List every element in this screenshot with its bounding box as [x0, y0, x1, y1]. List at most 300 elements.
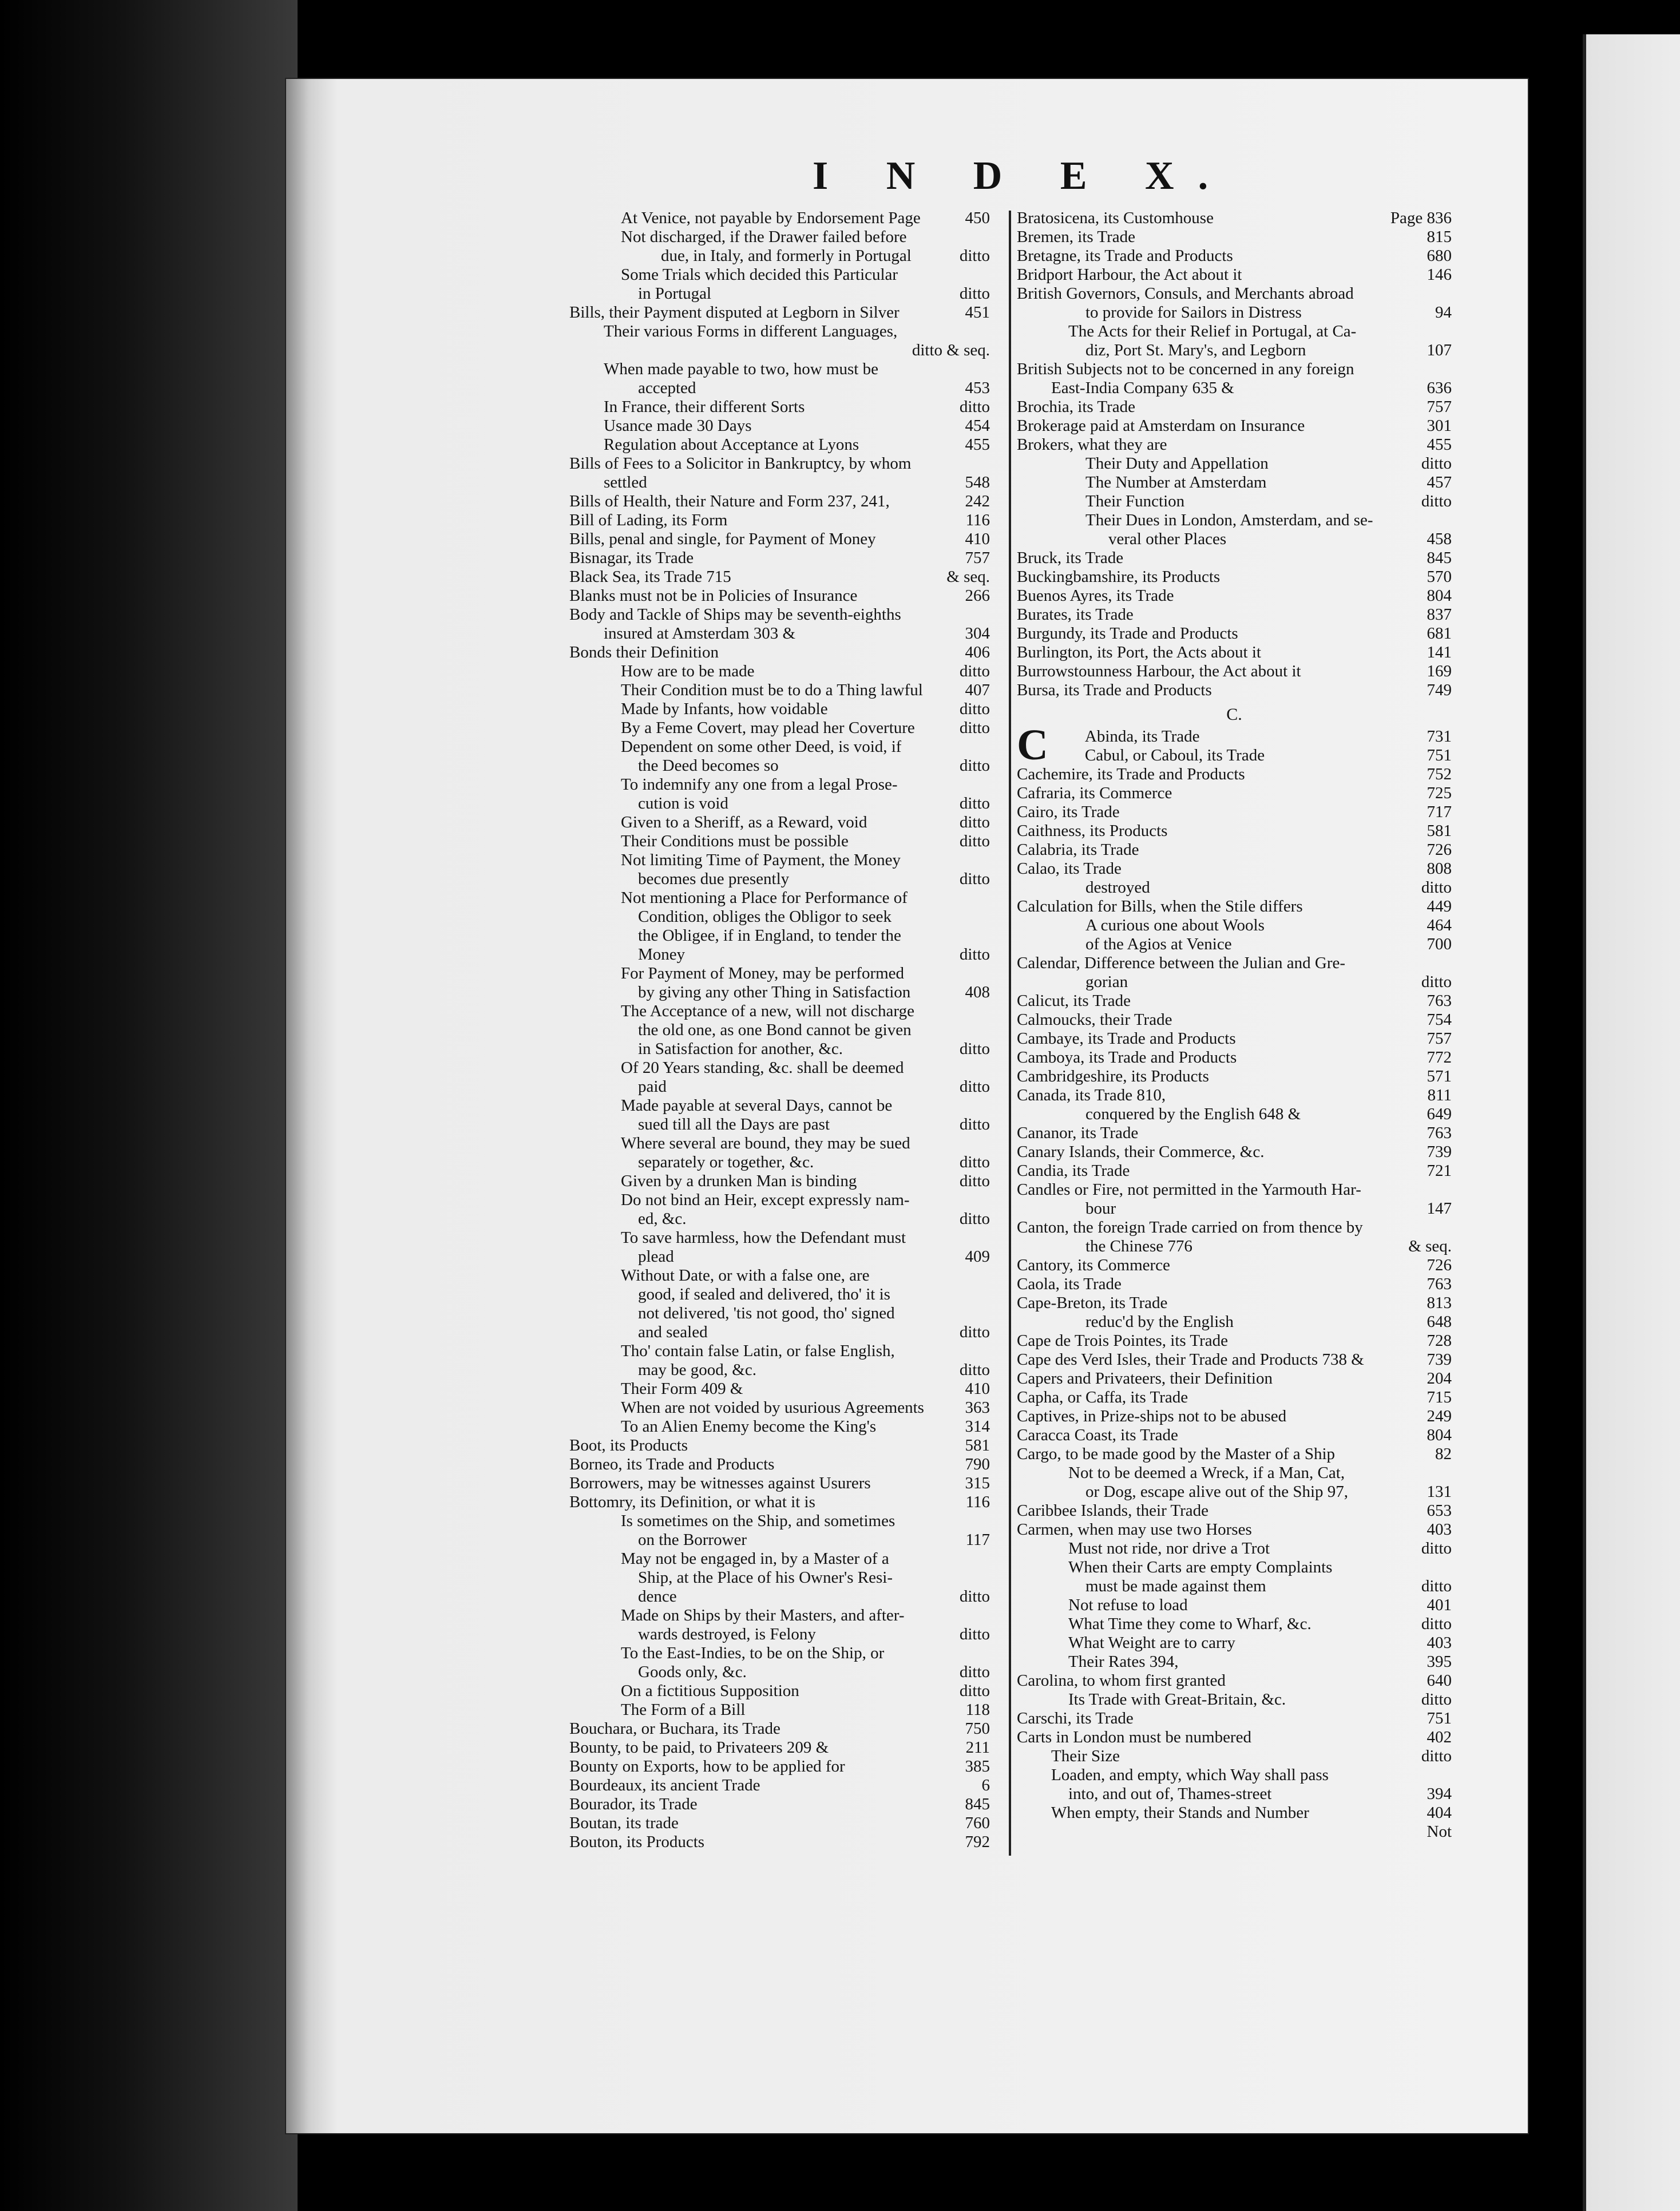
index-entry — [569, 284, 990, 303]
index-entry — [1017, 662, 1452, 681]
index-entry — [569, 549, 990, 568]
entry-page: 721 — [1427, 1162, 1452, 1180]
entry-text: May not be engaged in, by a Master of a — [621, 1550, 889, 1568]
entry-text: Their Function — [1085, 492, 1185, 510]
entry-text: For Payment of Money, may be performed — [621, 964, 905, 982]
entry-page: ditto — [1421, 878, 1452, 897]
entry-text: Cachemire, its Trade and Products — [1017, 765, 1245, 783]
entry-page: 681 — [1427, 624, 1452, 643]
entry-page: 146 — [1427, 266, 1452, 284]
entry-page: ditto — [959, 813, 990, 831]
index-entry — [1017, 681, 1452, 700]
entry-page: 406 — [965, 643, 990, 661]
index-entry — [569, 775, 990, 794]
entry-page — [1447, 1766, 1452, 1785]
index-entry — [569, 322, 990, 341]
entry-text: Caracca Coast, its Trade — [1017, 1426, 1178, 1444]
entry-page: 757 — [1427, 398, 1452, 416]
index-entry — [1017, 1180, 1452, 1199]
index-entry — [1017, 549, 1452, 568]
index-entry — [1017, 1143, 1452, 1162]
index-entry — [569, 889, 990, 908]
index-entry — [1017, 1464, 1452, 1483]
entry-text: Not limiting Time of Payment, the Money — [621, 851, 901, 869]
entry-text: Bourdeaux, its ancient Trade — [569, 1776, 760, 1794]
index-entry — [569, 1738, 990, 1757]
entry-text: Cantory, its Commerce — [1017, 1256, 1170, 1274]
entry-text: Bounty, to be paid, to Privateers 209 & — [569, 1738, 829, 1757]
entry-text: Bills of Fees to a Solicitor in Bankruptcy, by whom — [569, 454, 912, 473]
index-entry — [569, 1210, 990, 1229]
entry-page: Page 836 — [1390, 209, 1452, 227]
index-entry — [569, 1266, 990, 1285]
index-entry — [569, 756, 990, 775]
entry-text: The Acceptance of a new, will not discharge — [621, 1002, 914, 1020]
entry-page: 169 — [1427, 662, 1452, 680]
entry-text: Buenos Ayres, its Trade — [1017, 587, 1174, 605]
entry-page: 726 — [1427, 1256, 1452, 1274]
entry-page: 739 — [1427, 1143, 1452, 1161]
entry-text: Cape de Trois Pointes, its Trade — [1017, 1332, 1228, 1350]
entry-text: Where several are bound, they may be sued — [621, 1134, 910, 1152]
entry-page: 315 — [965, 1474, 990, 1492]
index-entry — [569, 1342, 990, 1361]
entry-text: Tho' contain false Latin, or false English, — [621, 1342, 895, 1360]
entry-page: 454 — [965, 417, 990, 435]
index-entry — [569, 624, 990, 643]
entry-text: Burgundy, its Trade and Products — [1017, 624, 1238, 643]
entry-page — [985, 1266, 990, 1285]
entry-text: At Venice, not payable by Endorsement Page — [621, 209, 921, 227]
entry-text: separately or together, &c. — [638, 1153, 814, 1171]
entry-page — [985, 1229, 990, 1247]
index-entry — [569, 587, 990, 605]
index-entry — [569, 832, 990, 851]
entry-page: 815 — [1427, 228, 1452, 246]
entry-page: ditto — [959, 662, 990, 680]
entry-text: Carschi, its Trade — [1017, 1709, 1134, 1727]
index-entry — [569, 398, 990, 417]
entry-page: 726 — [1427, 841, 1452, 859]
entry-page — [985, 775, 990, 794]
entry-text: Of 20 Years standing, &c. shall be deemed — [621, 1059, 904, 1077]
entry-text: due, in Italy, and formerly in Portugal — [661, 247, 912, 265]
index-entry — [1051, 746, 1452, 765]
entry-text: Their various Forms in different Languages, — [604, 322, 898, 340]
entry-page: 763 — [1427, 1275, 1452, 1293]
entry-page: 453 — [965, 379, 990, 397]
index-entry — [1017, 1558, 1452, 1577]
entry-page — [985, 605, 990, 624]
entry-page — [985, 1021, 990, 1040]
entry-text: on the Borrower — [638, 1531, 747, 1549]
entry-page: 266 — [965, 587, 990, 605]
entry-text: Condition, obliges the Obligor to seek — [638, 908, 892, 926]
entry-page — [985, 1096, 990, 1115]
index-entry — [569, 851, 990, 870]
entry-text: Burrowstounness Harbour, the Act about it — [1017, 662, 1301, 680]
entry-text: Bills of Health, their Nature and Form 237, 241, — [569, 492, 890, 510]
index-entry — [1017, 1237, 1452, 1256]
entry-text: A curious one about Wools — [1085, 916, 1265, 934]
index-entry — [1017, 360, 1452, 379]
index-entry — [569, 926, 990, 945]
entry-page — [985, 228, 990, 247]
entry-text: Boutan, its trade — [569, 1814, 679, 1832]
index-entry — [569, 1077, 990, 1096]
entry-text: Their Conditions must be possible — [621, 832, 849, 850]
index-entry — [1017, 624, 1452, 643]
entry-page: 837 — [1427, 605, 1452, 624]
entry-page — [985, 964, 990, 983]
index-entry — [569, 1229, 990, 1247]
entry-page: 763 — [1427, 1124, 1452, 1142]
entry-text: the Deed becomes so — [638, 756, 779, 775]
index-entry — [569, 1795, 990, 1814]
entry-text: Their Size — [1051, 1747, 1120, 1765]
index-entry — [569, 417, 990, 435]
index-entry — [569, 1833, 990, 1852]
index-entry — [569, 1701, 990, 1719]
entry-page: 640 — [1427, 1671, 1452, 1690]
entry-text: Regulation about Acceptance at Lyons — [604, 435, 859, 454]
index-entry — [1017, 1785, 1452, 1804]
entry-page: 739 — [1427, 1350, 1452, 1369]
index-entry — [569, 681, 990, 700]
index-entry — [1017, 992, 1452, 1011]
index-entry — [1017, 209, 1452, 228]
index-entry — [1017, 1577, 1452, 1596]
index-section-b — [1017, 209, 1452, 700]
entry-text: Capha, or Caffa, its Trade — [1017, 1388, 1188, 1406]
entry-page: 403 — [1427, 1634, 1452, 1652]
drop-cap: C — [1017, 721, 1048, 769]
entry-page — [985, 738, 990, 756]
index-entry — [1017, 1162, 1452, 1180]
entry-text: and sealed — [638, 1323, 708, 1341]
entry-text: veral other Places — [1108, 530, 1227, 548]
entry-text: good, if sealed and delivered, tho' it is — [638, 1285, 890, 1303]
entry-page — [1447, 511, 1452, 530]
entry-page — [1447, 322, 1452, 341]
entry-page: 804 — [1427, 1426, 1452, 1444]
entry-page: ditto — [959, 1663, 990, 1681]
entry-text: in Portugal — [638, 284, 712, 303]
entry-page: 94 — [1435, 303, 1452, 322]
index-entry — [1017, 303, 1452, 322]
index-entry — [569, 1021, 990, 1040]
entry-page: ditto — [959, 945, 990, 964]
entry-text: Carts in London must be numbered — [1017, 1728, 1251, 1746]
entry-page: 808 — [1427, 859, 1452, 878]
index-entry — [1017, 1822, 1452, 1841]
entry-page: 845 — [1427, 549, 1452, 567]
entry-text: Not refuse to load — [1068, 1596, 1188, 1614]
entry-text: Bonds their Definition — [569, 643, 719, 661]
index-entry — [569, 1059, 990, 1077]
entry-text: ed, &c. — [638, 1210, 687, 1228]
index-entry — [1017, 454, 1452, 473]
entry-text: Do not bind an Heir, except expressly nam- — [621, 1191, 910, 1209]
entry-page — [985, 889, 990, 908]
entry-page: ditto — [959, 1077, 990, 1096]
entry-page: 700 — [1427, 935, 1452, 953]
entry-text: When empty, their Stands and Number — [1051, 1804, 1309, 1822]
entry-page: 395 — [1427, 1653, 1452, 1671]
index-entry — [1017, 1256, 1452, 1275]
index-entry — [1017, 784, 1452, 803]
entry-page: 790 — [965, 1455, 990, 1473]
entry-page: ditto — [1421, 454, 1452, 473]
index-entry — [569, 643, 990, 662]
index-entry — [1017, 605, 1452, 624]
entry-text: Body and Tackle of Ships may be seventh-eighths — [569, 605, 901, 624]
entry-text: Goods only, &c. — [638, 1663, 747, 1681]
entry-page: 728 — [1427, 1332, 1452, 1350]
index-entry — [1017, 1086, 1452, 1105]
entry-page: 763 — [1427, 992, 1452, 1010]
entry-text: What Time they come to Wharf, &c. — [1068, 1615, 1311, 1633]
entry-page — [985, 1304, 990, 1323]
index-entry — [1017, 1124, 1452, 1143]
entry-text: wards destroyed, is Felony — [638, 1625, 816, 1643]
entry-text: plead — [638, 1247, 674, 1266]
entry-page — [985, 1606, 990, 1625]
entry-page: 570 — [1427, 568, 1452, 586]
index-entry — [1017, 1388, 1452, 1407]
entry-text: Abinda, its Trade — [1084, 727, 1200, 746]
index-entry — [569, 1512, 990, 1531]
index-entry — [569, 1285, 990, 1304]
index-entry — [1017, 1766, 1452, 1785]
entry-text: becomes due presently — [638, 870, 790, 888]
entry-page: 845 — [965, 1795, 990, 1813]
index-entry — [1017, 435, 1452, 454]
entry-page: 457 — [1427, 473, 1452, 492]
entry-text: Their Condition must be to do a Thing lawful — [621, 681, 923, 699]
entry-page: 204 — [1427, 1369, 1452, 1388]
index-entry — [569, 1776, 990, 1795]
index-entry — [1017, 1596, 1452, 1615]
index-entry — [569, 341, 990, 360]
entry-page: 403 — [1427, 1520, 1452, 1539]
entry-page: 363 — [965, 1398, 990, 1417]
entry-page: ditto — [959, 1172, 990, 1190]
entry-page: 249 — [1427, 1407, 1452, 1425]
index-entry — [569, 1191, 990, 1210]
index-entry — [569, 1474, 990, 1493]
entry-page: ditto — [1421, 492, 1452, 510]
entry-page: 636 — [1427, 379, 1452, 397]
entry-text: Caithness, its Products — [1017, 822, 1168, 840]
index-entry — [1017, 1445, 1452, 1464]
index-entry — [569, 1531, 990, 1550]
entry-page: 752 — [1427, 765, 1452, 783]
entry-text: Bridport Harbour, the Act about it — [1017, 266, 1242, 284]
entry-page: 410 — [965, 1380, 990, 1398]
entry-page — [1447, 1558, 1452, 1577]
entry-page: 717 — [1427, 803, 1452, 821]
index-entry — [1017, 1483, 1452, 1501]
entry-page: 408 — [965, 983, 990, 1001]
entry-page: ditto — [959, 1210, 990, 1228]
entry-page — [1447, 1464, 1452, 1483]
index-entry — [569, 908, 990, 926]
entry-text: Bills, penal and single, for Payment of Money — [569, 530, 876, 548]
index-entry — [1017, 417, 1452, 435]
index-entry — [569, 1361, 990, 1380]
index-entry — [1017, 1539, 1452, 1558]
entry-page: 409 — [965, 1247, 990, 1266]
index-entry — [1017, 587, 1452, 605]
index-entry — [569, 1134, 990, 1153]
index-entry — [1017, 1275, 1452, 1294]
entry-text: Cape-Breton, its Trade — [1017, 1294, 1168, 1312]
facing-page-edge — [1583, 34, 1680, 2211]
entry-page: 750 — [965, 1719, 990, 1738]
entry-text: Canada, its Trade 810, — [1017, 1086, 1166, 1104]
entry-page: 581 — [1427, 822, 1452, 840]
entry-page — [1447, 1180, 1452, 1199]
index-entry — [569, 1625, 990, 1644]
entry-text: Some Trials which decided this Particular — [621, 266, 898, 284]
entry-page: ditto — [959, 1682, 990, 1700]
entry-text: bour — [1085, 1199, 1116, 1218]
index-entry — [569, 605, 990, 624]
entry-text: Canary Islands, their Commerce, &c. — [1017, 1143, 1265, 1161]
entry-page: 649 — [1427, 1105, 1452, 1123]
entry-page — [985, 1644, 990, 1663]
index-entry — [1017, 1313, 1452, 1332]
entry-text: Usance made 30 Days — [604, 417, 752, 435]
entry-text: Boot, its Products — [569, 1436, 688, 1455]
entry-page — [985, 851, 990, 870]
entry-page: 385 — [965, 1757, 990, 1776]
entry-page: ditto — [959, 1040, 990, 1058]
entry-text: Brokers, what they are — [1017, 435, 1167, 454]
index-entry — [569, 1096, 990, 1115]
entry-page — [985, 908, 990, 926]
entry-text: Cafraria, its Commerce — [1017, 784, 1172, 802]
index-entry — [569, 360, 990, 379]
index-entry — [569, 983, 990, 1002]
entry-page: 455 — [1427, 435, 1452, 454]
entry-text: Candles or Fire, not permitted in the Yarmouth Har- — [1017, 1180, 1361, 1199]
entry-text: Cargo, to be made good by the Master of a Ship — [1017, 1445, 1335, 1463]
entry-page: 715 — [1427, 1388, 1452, 1406]
entry-page: 242 — [965, 492, 990, 510]
entry-text: sued till all the Days are past — [638, 1115, 830, 1134]
entry-text: Their Dues in London, Amsterdam, and se- — [1085, 511, 1373, 529]
entry-text: To save harmless, how the Defendant must — [621, 1229, 906, 1247]
entry-text: Calmoucks, their Trade — [1017, 1011, 1172, 1029]
entry-text: Black Sea, its Trade 715 — [569, 568, 731, 586]
entry-text: Without Date, or with a false one, are — [621, 1266, 870, 1285]
index-entry — [1017, 841, 1452, 859]
entry-text: The Acts for their Relief in Portugal, at Ca- — [1068, 322, 1357, 340]
entry-page: 792 — [965, 1833, 990, 1851]
entry-text: The Number at Amsterdam — [1085, 473, 1267, 492]
entry-page: ditto — [1421, 1747, 1452, 1765]
entry-page — [985, 1568, 990, 1587]
entry-page: 118 — [965, 1701, 990, 1719]
entry-text: Brokerage paid at Amsterdam on Insurance — [1017, 417, 1305, 435]
index-entry — [1017, 765, 1452, 784]
entry-text: accepted — [638, 379, 696, 397]
index-entry — [1017, 247, 1452, 266]
entry-page — [985, 1285, 990, 1304]
entry-page: 304 — [965, 624, 990, 643]
entry-text: Cairo, its Trade — [1017, 803, 1120, 821]
entry-page: 757 — [1427, 1029, 1452, 1048]
entry-page — [985, 322, 990, 341]
entry-page: ditto — [1421, 1690, 1452, 1709]
entry-text: Caola, its Trade — [1017, 1275, 1122, 1293]
index-entry — [569, 530, 990, 549]
entry-page: 314 — [965, 1417, 990, 1436]
entry-text: Made by Infants, how voidable — [621, 700, 828, 718]
entry-text: Bratosicena, its Customhouse — [1017, 209, 1214, 227]
entry-text: Burates, its Trade — [1017, 605, 1134, 624]
entry-text: Candia, its Trade — [1017, 1162, 1130, 1180]
index-entry — [569, 1663, 990, 1682]
entry-page: ditto — [959, 1115, 990, 1134]
entry-page: 107 — [1427, 341, 1452, 359]
entry-page: 571 — [1427, 1067, 1452, 1085]
index-entry — [1017, 935, 1452, 954]
index-entry — [569, 1814, 990, 1833]
entry-text: insured at Amsterdam 303 & — [604, 624, 796, 643]
index-entry — [569, 1380, 990, 1398]
entry-text: Its Trade with Great-Britain, &c. — [1068, 1690, 1286, 1709]
entry-page: 464 — [1427, 916, 1452, 934]
entry-text: Carolina, to whom first granted — [1017, 1671, 1226, 1690]
index-entry — [1017, 803, 1452, 822]
index-entry — [1017, 530, 1452, 549]
entry-text: Ship, at the Place of his Owner's Resi- — [638, 1568, 893, 1587]
index-entry — [1017, 859, 1452, 878]
entry-page — [1447, 360, 1452, 379]
entry-page — [985, 926, 990, 945]
entry-text: Borneo, its Trade and Products — [569, 1455, 775, 1473]
entry-page: ditto — [959, 700, 990, 718]
index-column-left — [569, 209, 990, 1852]
entry-page: ditto — [959, 1323, 990, 1341]
entry-text: settled — [604, 473, 647, 492]
index-entry — [1017, 1218, 1452, 1237]
entry-page: 804 — [1427, 587, 1452, 605]
entry-text: British Subjects not to be concerned in any foreign — [1017, 360, 1354, 378]
index-entry — [1017, 1709, 1452, 1728]
index-entry — [1017, 1501, 1452, 1520]
entry-text: Bottomry, its Definition, or what it is — [569, 1493, 815, 1511]
entry-page: 147 — [1427, 1199, 1452, 1218]
entry-text: or Dog, escape alive out of the Ship 97, — [1085, 1483, 1349, 1501]
entry-page: ditto — [959, 1625, 990, 1643]
index-entry — [569, 1606, 990, 1625]
entry-page — [985, 1342, 990, 1361]
entry-text: The Form of a Bill — [621, 1701, 746, 1719]
index-entry — [569, 1550, 990, 1568]
entry-page: 458 — [1427, 530, 1452, 548]
entry-page: 581 — [965, 1436, 990, 1455]
entry-text: Cape des Verd Isles, their Trade and Products 738 & — [1017, 1350, 1364, 1369]
index-entry — [1017, 1747, 1452, 1766]
entry-text: Blanks must not be in Policies of Insurance — [569, 587, 858, 605]
index-entry — [1017, 1690, 1452, 1709]
entry-page: 6 — [981, 1776, 990, 1794]
entry-text: Buckingbamshire, its Products — [1017, 568, 1221, 586]
